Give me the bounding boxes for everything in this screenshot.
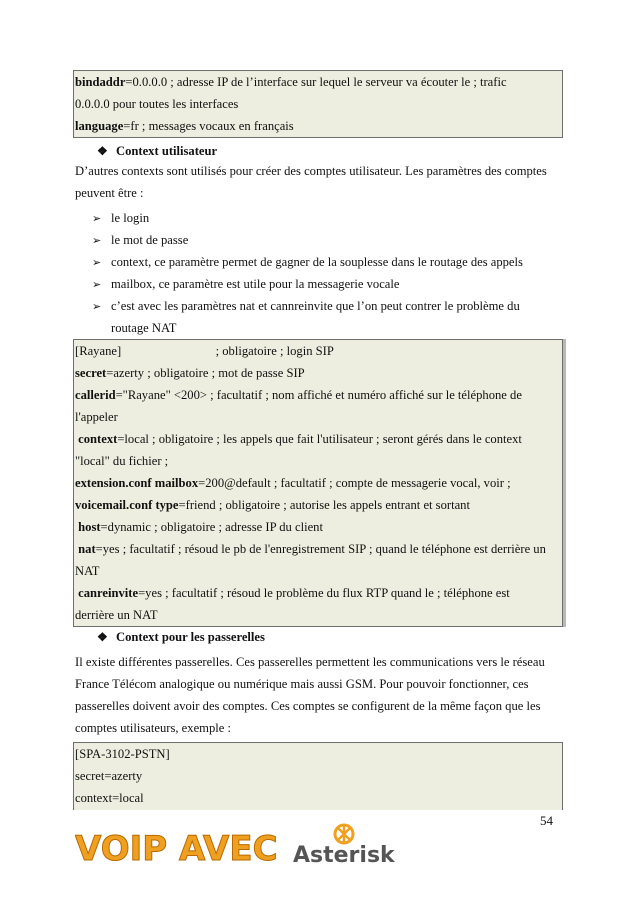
paragraph-gateway-context: Il existe différentes passerelles. Ces passerelles permettent les communications vers le réseau France Télécom analogique ou numérique mais aussi GSM. Pour pouvoir fonctionner, ces passerelles doivent avoir des comptes. Ces comptes se configurent de la même façon que les comptes utilisateurs, exemple :	[75, 655, 545, 735]
voip-avec-asterisk-logo	[75, 822, 435, 868]
logo-asterisk-text: Asterisk	[293, 843, 395, 868]
config-line: host=dynamic ; obligatoire ; adresse IP du client	[75, 520, 323, 534]
config-line: nat=yes ; facultatif ; résoud le pb de l'enregistrement SIP ; quand le téléphone est derrière un	[75, 542, 546, 556]
diamond-bullet-icon: ❖	[97, 630, 108, 644]
list-item: ➢ le mot de passe	[92, 229, 562, 251]
config-line: voicemail.conf type=friend ; obligatoire ; autorise les appels entrant et sortant	[75, 498, 470, 512]
list-item: ➢ context, ce paramètre permet de gagner de la souplesse dans le routage des appels	[92, 251, 562, 273]
config-line: [SPA-3102-PSTN]	[75, 747, 170, 761]
arrow-bullet-icon: ➢	[92, 257, 102, 269]
parameter-list	[92, 207, 562, 339]
config-line: l'appeler	[75, 410, 118, 424]
arrow-bullet-icon: ➢	[92, 301, 102, 313]
arrow-bullet-icon: ➢	[92, 235, 102, 247]
config-line: secret=azerty	[75, 769, 143, 783]
asterisk-swirl-icon	[335, 825, 353, 843]
config-line: "local" du fichier ;	[75, 454, 169, 468]
config-line: NAT	[75, 564, 100, 578]
config-line: [Rayane] ; obligatoire ; login SIP	[75, 344, 334, 358]
config-line: bindaddr=0.0.0.0 ; adresse IP de l’interface sur lequel le serveur va écouter le ; trafic	[75, 75, 507, 89]
section-heading-user-context: ❖ Context utilisateur	[97, 144, 218, 158]
config-line: secret=azerty ; obligatoire ; mot de passe SIP	[75, 366, 305, 380]
config-line: context=local ; obligatoire ; les appels que fait l'utilisateur ; seront gérés dans le context	[75, 432, 522, 446]
config-line: context=local	[75, 791, 144, 805]
arrow-bullet-icon: ➢	[92, 279, 102, 291]
config-line: derrière un NAT	[75, 608, 158, 622]
logo-voip-avec-text: VOIP AVEC	[75, 829, 278, 868]
list-item: ➢ mailbox, ce paramètre est utile pour la messagerie vocale	[92, 273, 562, 295]
config-line: canreinvite=yes ; facultatif ; résoud le problème du flux RTP quand le ; téléphone est	[75, 586, 510, 600]
paragraph-user-context: D’autres contexts sont utilisés pour créer des comptes utilisateur. Les paramètres des comptes peuvent être :	[75, 164, 547, 200]
config-line: extension.conf mailbox=200@default ; facultatif ; compte de messagerie vocal, voir ;	[75, 476, 511, 490]
config-line: callerid="Rayane" <200> ; facultatif ; nom affiché et numéro affiché sur le téléphone de	[75, 388, 522, 402]
section-heading-gateway-context: ❖ Context pour les passerelles	[97, 630, 265, 644]
config-line: language=fr ; messages vocaux en français	[75, 119, 294, 133]
config-box-gateway	[73, 742, 563, 810]
list-item-continuation: routage NAT	[111, 321, 177, 335]
arrow-bullet-icon: ➢	[92, 213, 102, 225]
config-box-general	[73, 70, 563, 138]
page-number: 54	[540, 813, 553, 828]
config-line: 0.0.0.0 pour toutes les interfaces	[75, 97, 239, 111]
list-item: ➢ le login	[92, 207, 562, 229]
diamond-bullet-icon: ❖	[97, 144, 108, 158]
list-item: ➢ c’est avec les paramètres nat et cannreinvite que l’on peut contrer le problème du	[92, 295, 562, 317]
config-box-user	[73, 339, 563, 627]
